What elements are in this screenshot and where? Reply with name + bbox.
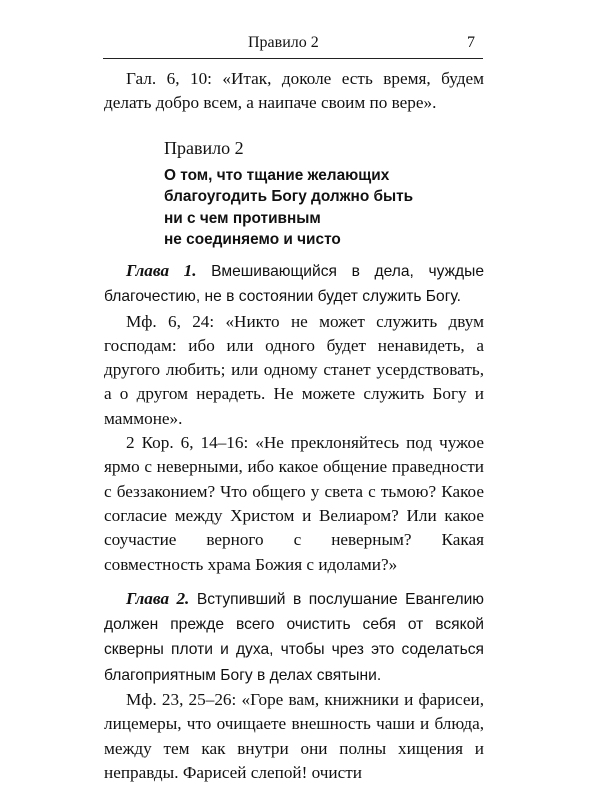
chapter-1-quote: Мф. 6, 24: «Никто не может служить двум господам: ибо или одного будет ненавидеть, а другого любить; или одному станет усердствовать, а о другом нерадеть. Не можете служить Богу и маммоне». [104,311,484,428]
rule-subtitle-line: не соединяемо и чисто [164,231,341,249]
intro-quote: Гал. 6, 10: «Итак, доколе есть время, будем делать добро всем, а наипаче своим по вере». [104,69,484,113]
running-header [103,32,483,59]
chapter-2-paragraph [104,587,484,688]
body-text [104,67,484,785]
running-title: Правило 2 [248,34,319,51]
chapter-1-quote: 2 Кор. 6, 14–16: «Не преклоняйтесь под чужое ярмо с неверными, ибо какое общение праведности с беззаконием? Что общего у света с тьмою? Какое согласие между Христом и Велиаром? Или какое соучастие верного с неверным? Какая совместность храма Божия с идолами?» [104,433,484,574]
chapter-1-text: Вмешивающийся в дела, чуждые благочестию, не в состоянии будет служить Богу. [104,262,484,306]
chapter-1-label: Глава 1. [126,260,197,280]
rule-subtitle [104,165,484,251]
rule-title: Правило 2 [164,137,244,158]
page-number: 7 [467,34,475,51]
rule-subtitle-line: О том, что тщание желающих [164,166,390,184]
chapter-2-label: Глава 2. [126,588,190,608]
chapter-1-paragraph [104,259,484,310]
chapter-2-text: Вступивший в послушание Евангелию должен прежде всего очистить себя от всякой скверны плоти и духа, чтобы чрез это соделаться благоприятным Богу в делах святыни. [104,590,484,684]
rule-subtitle-line: благоугодить Богу должно быть [164,188,414,206]
rule-subtitle-line: ни с чем противным [164,209,321,227]
chapter-2-quote: Мф. 23, 25–26: «Горе вам, книжники и фарисеи, лицемеры, что очищаете внешность чаши и блюда, между тем как внутри они полны хищения и неправды. Фарисей слепой! очисти [104,690,484,782]
